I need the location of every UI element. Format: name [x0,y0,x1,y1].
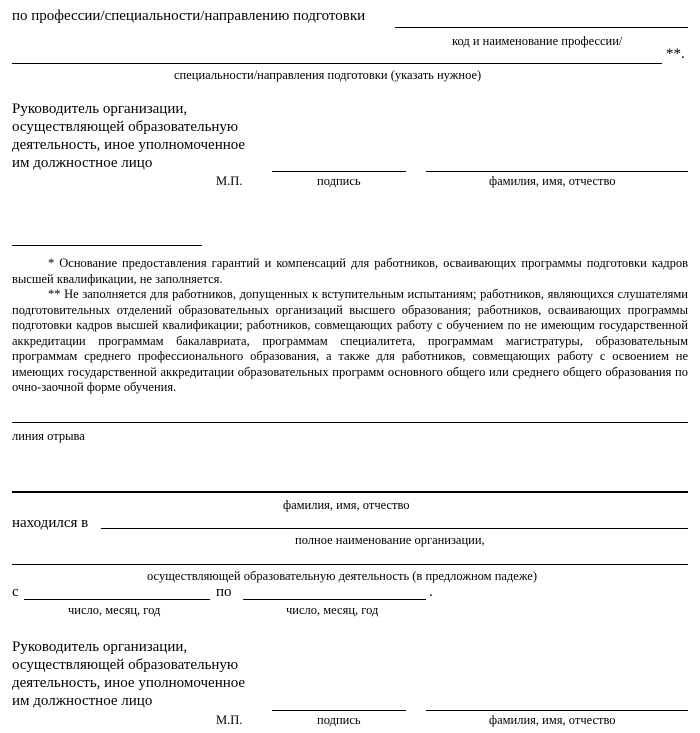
fio-field-line[interactable] [12,491,688,493]
date-to-caption: число, месяц, год [286,603,379,617]
footnote-separator [12,245,202,246]
organization-field-line[interactable] [101,528,688,529]
head-label-line-2: осуществляющей образовательную [12,119,239,135]
from-label: с [12,584,19,600]
head-label-line-1: Руководитель организации, [12,101,188,117]
signature-line[interactable] [272,171,406,172]
name-caption: фамилия, имя, отчество [489,174,616,188]
end-period: . [429,584,433,600]
footnote-mark: **. [666,46,685,62]
date-to-line[interactable] [243,599,426,600]
profession-field-line[interactable] [395,27,688,28]
located-label: находился в [12,515,89,531]
name-line-2[interactable] [426,710,688,711]
name-line[interactable] [426,171,688,172]
footnote-1: * Основание предоставления гарантий и компенсаций для работников, осваивающих программы подготовки кадров высшей квалификации, не заполняется. [12,256,688,286]
footnotes [12,256,688,396]
head-label-line-4: им должностное лицо [12,155,153,171]
date-from-caption: число, месяц, год [68,603,161,617]
organization-caption: полное наименование организации, [295,533,485,547]
to-label: по [216,584,232,600]
profession-caption: код и наименование профессии/ [452,34,623,48]
mp-stamp-label-2: М.П. [216,713,243,727]
name-caption-2: фамилия, имя, отчество [489,713,616,727]
organization-field-line-2[interactable] [12,564,688,565]
head-label-2-line-3: деятельность, иное уполномоченное [12,675,246,691]
footnote-2: ** Не заполняется для работников, допущенных к вступительным испытаниям; работников, являющихся слушателями подготовительных отделений образовательных организаций высшего образования; работников, осваивающих программы подготовки кадров высшей квалификации; работников, совмещающих работу с обучением по не имеющим государственной аккредитации программам бакалавриата, программам специалитета, программам магистратуры, образовательным программам среднего профессионального образования, а также для работников, совмещающих работу с освоением не имеющих государственной аккредитации образовательных программ основного общего или среднего общего образования по очно-заочной форме обучения. [12,287,688,394]
tear-line-rule [12,422,688,423]
specialty-caption: специальности/направления подготовки (указать нужное) [174,68,482,82]
tear-line-label: линия отрыва [12,429,85,443]
head-label-2-line-1: Руководитель организации, [12,639,188,655]
mp-stamp-label: М.П. [216,174,243,188]
signature-caption-2: подпись [317,713,361,727]
signature-line-2[interactable] [272,710,406,711]
profession-label: по профессии/специальности/направлению подготовки [12,8,366,24]
specialty-field-line[interactable] [12,63,662,64]
date-from-line[interactable] [24,599,210,600]
head-label-2-line-2: осуществляющей образовательную [12,657,239,673]
head-label-2-line-4: им должностное лицо [12,693,153,709]
organization-caption-2: осуществляющей образовательную деятельность (в предложном падеже) [147,569,538,583]
head-label-line-3: деятельность, иное уполномоченное [12,137,246,153]
fio-caption: фамилия, имя, отчество [283,498,410,512]
signature-caption: подпись [317,174,361,188]
